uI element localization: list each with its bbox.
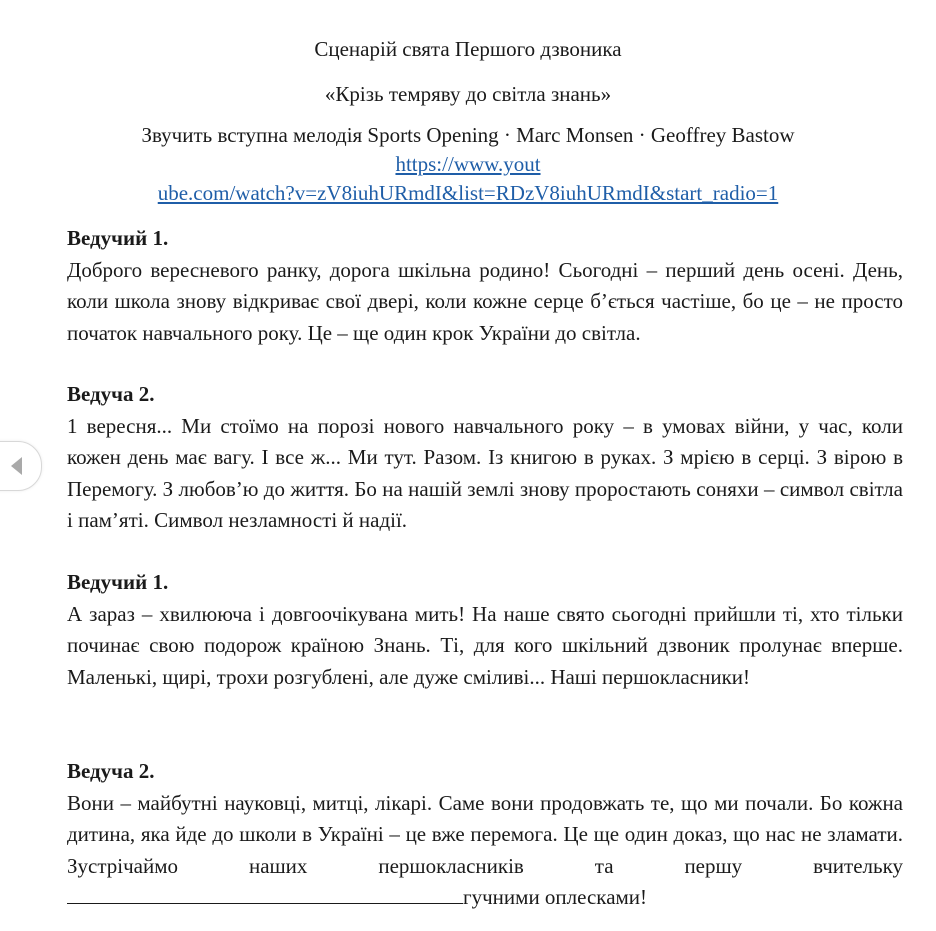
speaker-text: А зараз – хвилююча і довгоочікувана мить! На наше свято сьогодні прийшли ті, хто тільки починає свою подорож країною Знань. Ті, для кого шкільний дзвоник пролунає вперше. Маленькі, щирі, трохи розгублені, але дуже сміливі... Наші першокласники! [67,601,903,689]
speaker-name: Ведучий 1. [67,570,169,594]
speaker-text: Доброго вересневого ранку, дорога шкільна родино! Сьогодні – перший день осені. День, коли школа знову відкриває свої двері, коли кожне серце б’ється частіше, бо це – не просто початок навчального року. Це – ще один крок України до світла. [67,257,903,345]
dialogue-block [67,567,903,693]
speaker-name: Ведуча 2. [67,759,155,783]
intro-section [0,121,936,207]
document-title: Сценарій свята Першого дзвоника [314,37,622,61]
dialogue-block [67,223,903,349]
previous-page-button[interactable] [0,441,42,491]
document-subtitle: «Крізь темряву до світла знань» [324,82,612,106]
music-link-part1[interactable]: https://www.yout [395,152,541,176]
speaker-text: 1 вересня... Ми стоїмо на порозі нового навчального року – в умовах війни, у час, коли кожен день має вагу. І все ж... Ми тут. Разом. Із книгою в руках. З мрією в серці. З вірою в Перемогу. З любов’ю до життя. Бо на нашій землі знову проростають соняхи – символ світла і пам’яті. Символ незламності й надії. [67,413,903,532]
music-link-part2[interactable]: ube.com/watch?v=zV8iuhURmdI&list=RDzV8iuhURmdI&start_radio=1 [157,181,779,205]
speaker-text [67,788,903,914]
chevron-left-icon [11,457,22,475]
dialogue-block [67,379,903,537]
intro-text: Звучить вступна мелодія Sports Opening · Marc Monsen · Geoffrey Bastow [141,123,795,147]
speaker-text-main: Вони – майбутні науковці, митці, лікарі. Саме вони продовжать те, що ми почали. Бо кожна дитина, яка йде до школи в Україні – це вже перемога. Це ще один доказ, що нас не зламати. Зустрічаймо наших першокласників та першу вчительку [67,790,903,878]
speaker-text-end: гучними оплесками! [463,885,648,909]
speaker-name: Ведучий 1. [67,226,169,250]
dialogue-block [67,756,903,914]
fill-in-blank [67,885,463,904]
speaker-name: Ведуча 2. [67,382,155,406]
